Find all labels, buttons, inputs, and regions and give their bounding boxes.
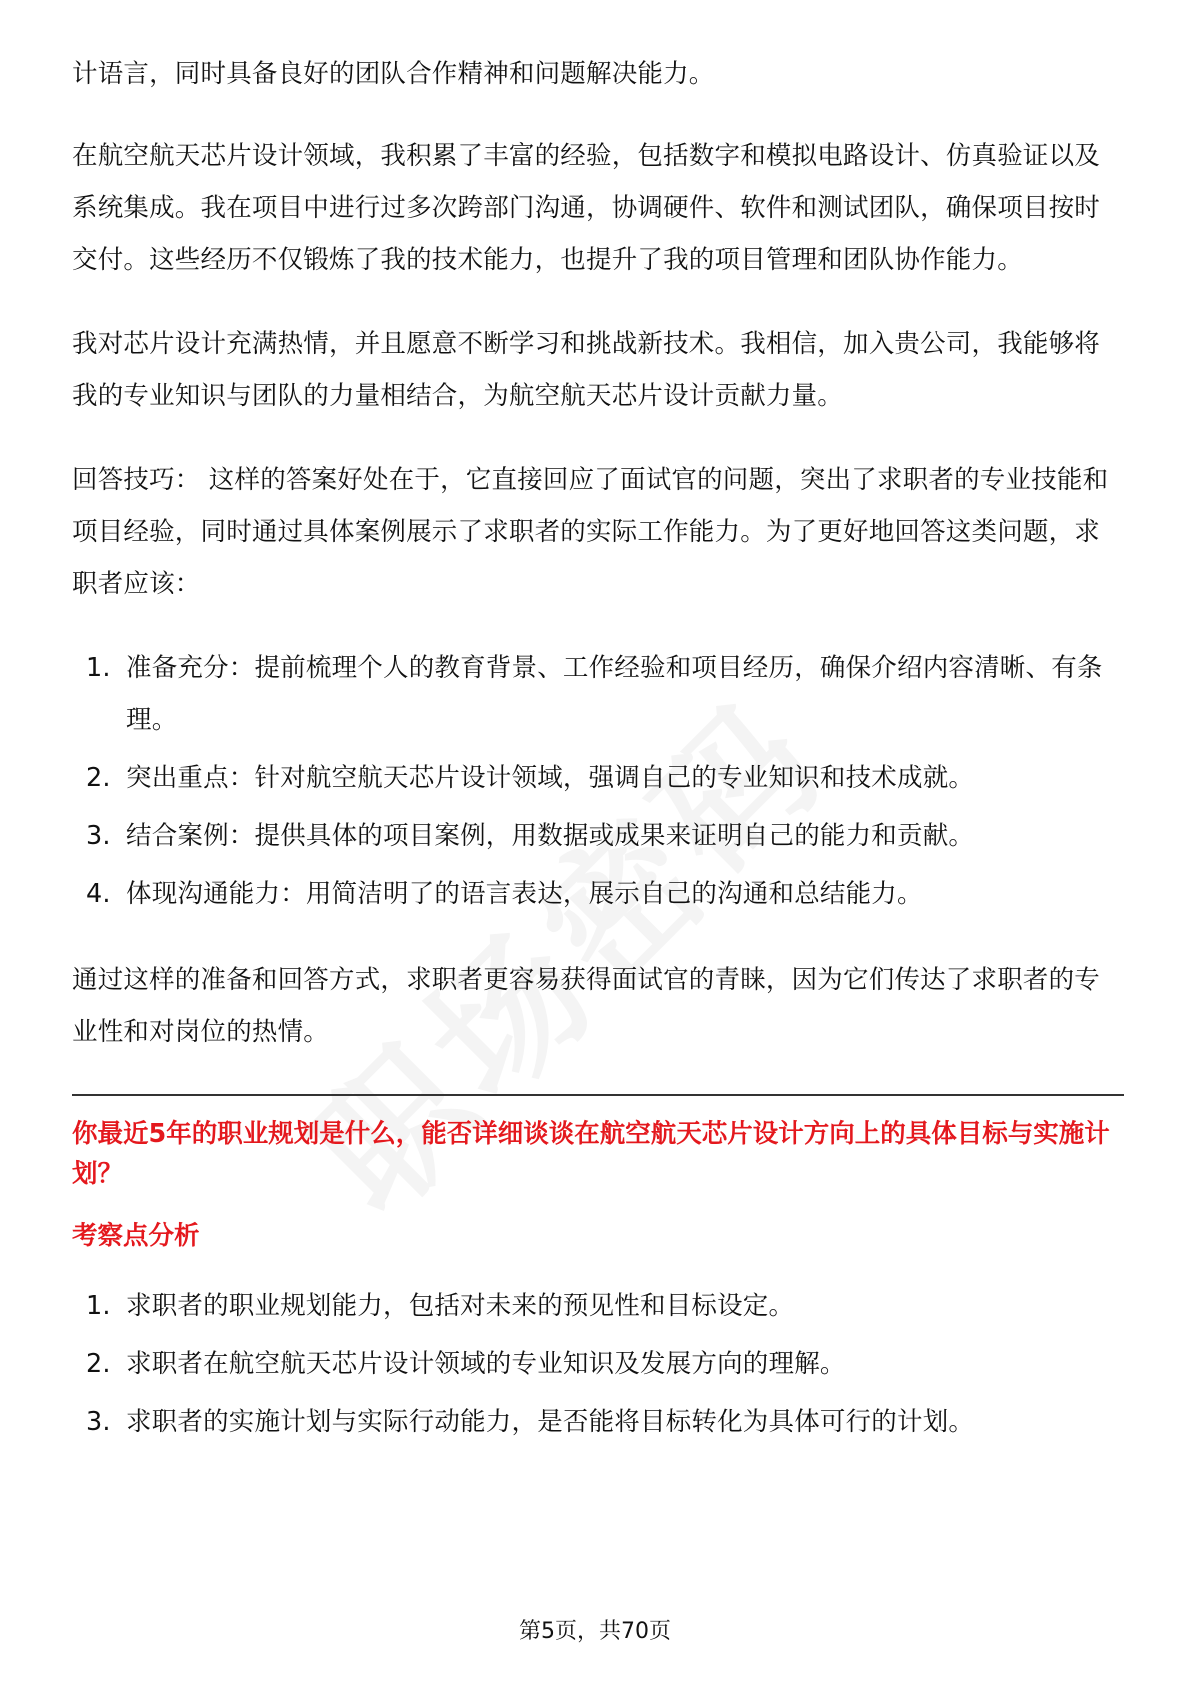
paragraph-3: 我对芯片设计充满热情，并且愿意不断学习和挑战新技术。我相信，加入贵公司，我能够将我的专业知识与团队的力量相结合，为航空航天芯片设计贡献力量。 <box>72 329 1101 411</box>
list-number: 2. <box>86 1349 111 1379</box>
page-footer: 第5页，共70页 <box>519 1619 671 1644</box>
list-number: 3. <box>86 1407 111 1437</box>
list-item <box>72 1338 1124 1390</box>
list-item <box>72 1396 1124 1448</box>
tips-list <box>72 642 1124 920</box>
analysis-list <box>72 1280 1124 1448</box>
section-divider <box>72 1094 1124 1096</box>
paragraph-1: 计语言，同时具备良好的团队合作精神和问题解决能力。 <box>72 59 715 89</box>
answer-tips-paragraph: 回答技巧： 这样的答案好处在于，它直接回应了面试官的问题，突出了求职者的专业技能和项目经验，同时通过具体案例展示了求职者的实际工作能力。为了更好地回答这类问题，求职者应该： <box>72 465 1109 599</box>
list-item <box>72 642 1124 746</box>
list-item-text: 突出重点：针对航空航天芯片设计领域，强调自己的专业知识和技术成就。 <box>126 763 975 793</box>
interview-question: 你最近5年的职业规划是什么，能否详细谈谈在航空航天芯片设计方向上的具体目标与实施计划？ <box>72 1119 1110 1189</box>
list-item <box>72 868 1124 920</box>
document-page <box>72 48 1124 1482</box>
paragraph-2: 在航空航天芯片设计领域，我积累了丰富的经验，包括数字和模拟电路设计、仿真验证以及系统集成。我在项目中进行过多次跨部门沟通，协调硬件、软件和测试团队，确保项目按时交付。这些经历不仅锻炼了我的技术能力，也提升了我的项目管理和团队协作能力。 <box>72 141 1101 275</box>
list-item-text: 求职者在航空航天芯片设计领域的专业知识及发展方向的理解。 <box>126 1349 846 1379</box>
list-number: 1. <box>86 653 111 683</box>
list-item <box>72 752 1124 804</box>
list-item-text: 准备充分：提前梳理个人的教育背景、工作经验和项目经历，确保介绍内容清晰、有条理。 <box>126 653 1103 735</box>
list-number: 2. <box>86 763 111 793</box>
list-item-text: 体现沟通能力：用简洁明了的语言表达，展示自己的沟通和总结能力。 <box>126 879 923 909</box>
list-item <box>72 1280 1124 1332</box>
list-number: 4. <box>86 879 111 909</box>
conclusion-paragraph: 通过这样的准备和回答方式，求职者更容易获得面试官的青睐，因为它们传达了求职者的专业性和对岗位的热情。 <box>72 965 1101 1047</box>
analysis-heading: 考察点分析 <box>72 1221 200 1251</box>
list-number: 1. <box>86 1291 111 1321</box>
list-item-text: 求职者的职业规划能力，包括对未来的预见性和目标设定。 <box>126 1291 795 1321</box>
list-number: 3. <box>86 821 111 851</box>
list-item <box>72 810 1124 862</box>
list-item-text: 求职者的实施计划与实际行动能力，是否能将目标转化为具体可行的计划。 <box>126 1407 975 1437</box>
list-item-text: 结合案例：提供具体的项目案例，用数据或成果来证明自己的能力和贡献。 <box>126 821 975 851</box>
